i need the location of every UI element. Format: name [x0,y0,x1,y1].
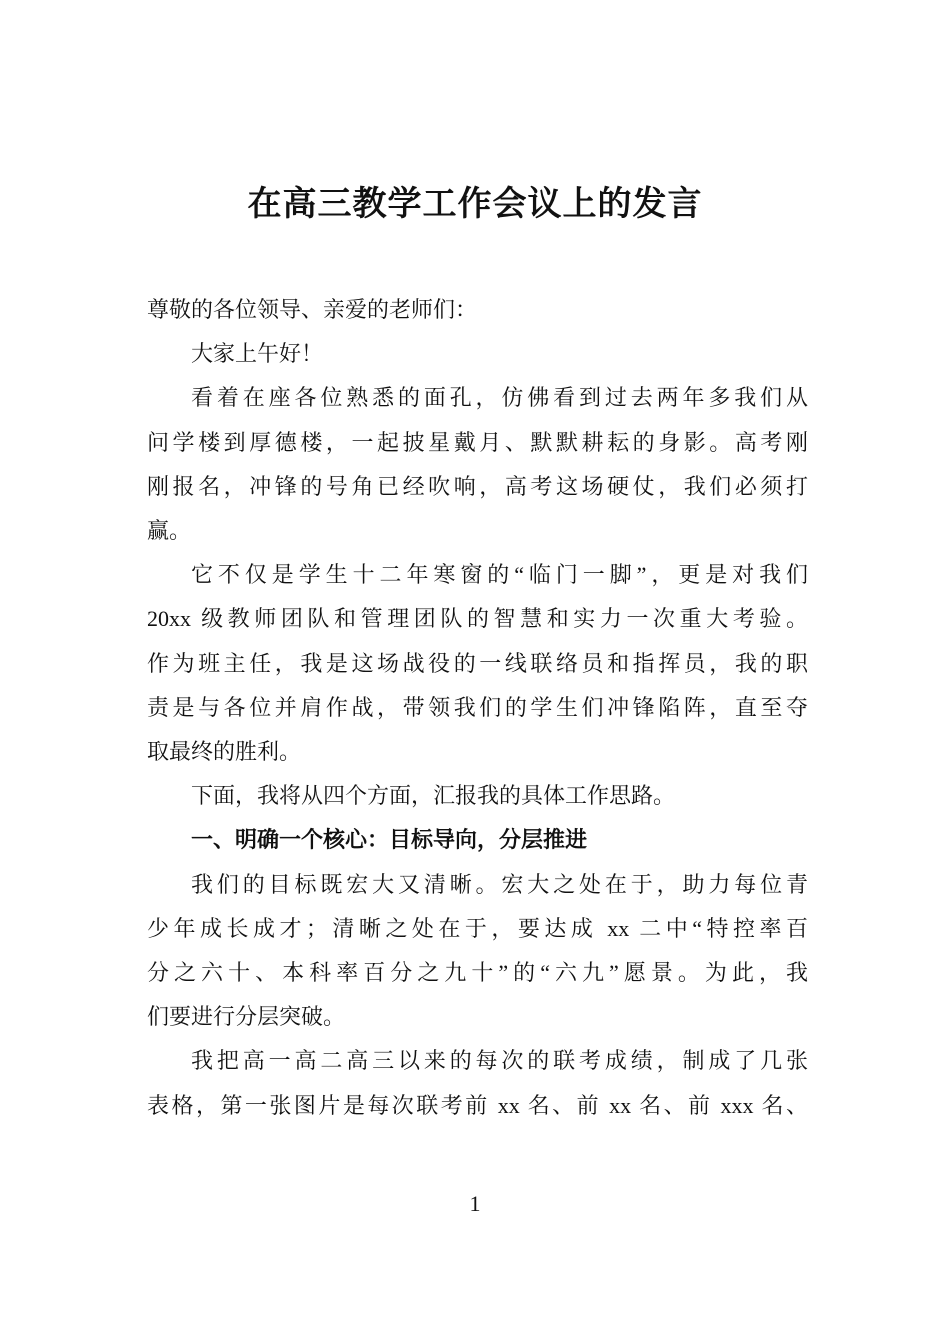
paragraph-line: 我把高一高二高三以来的每次的联考成绩，制成了几张 [191,1048,808,1073]
paragraph-line: 责是与各位并肩作战，带领我们的学生们冲锋陷阵，直至夺 [147,695,808,720]
paragraph-line: 取最终的胜利。 [147,739,302,764]
paragraph-line: 作为班主任，我是这场战役的一线联络员和指挥员，我的职 [147,651,808,676]
paragraph-line: 赢。 [147,518,192,543]
paragraph-line: 少年成长成才；清晰之处在于，要达成 xx 二中“特控率百 [147,916,808,941]
section-heading: 一、明确一个核心：目标导向，分层推进 [191,827,588,852]
paragraph-line: 问学楼到厚德楼，一起披星戴月、默默耕耘的身影。高考刚 [147,430,808,455]
paragraph-line: 刚报名，冲锋的号角已经吹响，高考这场硬仗，我们必须打 [147,474,808,499]
salutation: 尊敬的各位领导、亲爱的老师们： [147,297,478,322]
paragraph-line: 们要进行分层突破。 [147,1004,346,1029]
paragraph-line: 它不仅是学生十二年寒窗的“临门一脚”，更是对我们 [191,562,808,587]
paragraph-line: 我们的目标既宏大又清晰。宏大之处在于，助力每位青 [191,872,808,897]
paragraph-line: 看着在座各位熟悉的面孔，仿佛看到过去两年多我们从 [191,385,808,410]
paragraph-line: 表格，第一张图片是每次联考前 xx 名、前 xx 名、前 xxx 名、 [147,1093,808,1118]
document-title: 在高三教学工作会议上的发言 [247,186,703,223]
page-number: 1 [469,1191,481,1216]
paragraph-line: 分之六十、本科率百分之九十”的“六九”愿景。为此，我 [147,960,808,985]
paragraph-line: 20xx 级教师团队和管理团队的智慧和实力一次重大考验。 [147,606,808,631]
greeting: 大家上午好！ [191,341,324,366]
paragraph-line: 下面，我将从四个方面，汇报我的具体工作思路。 [191,783,676,808]
